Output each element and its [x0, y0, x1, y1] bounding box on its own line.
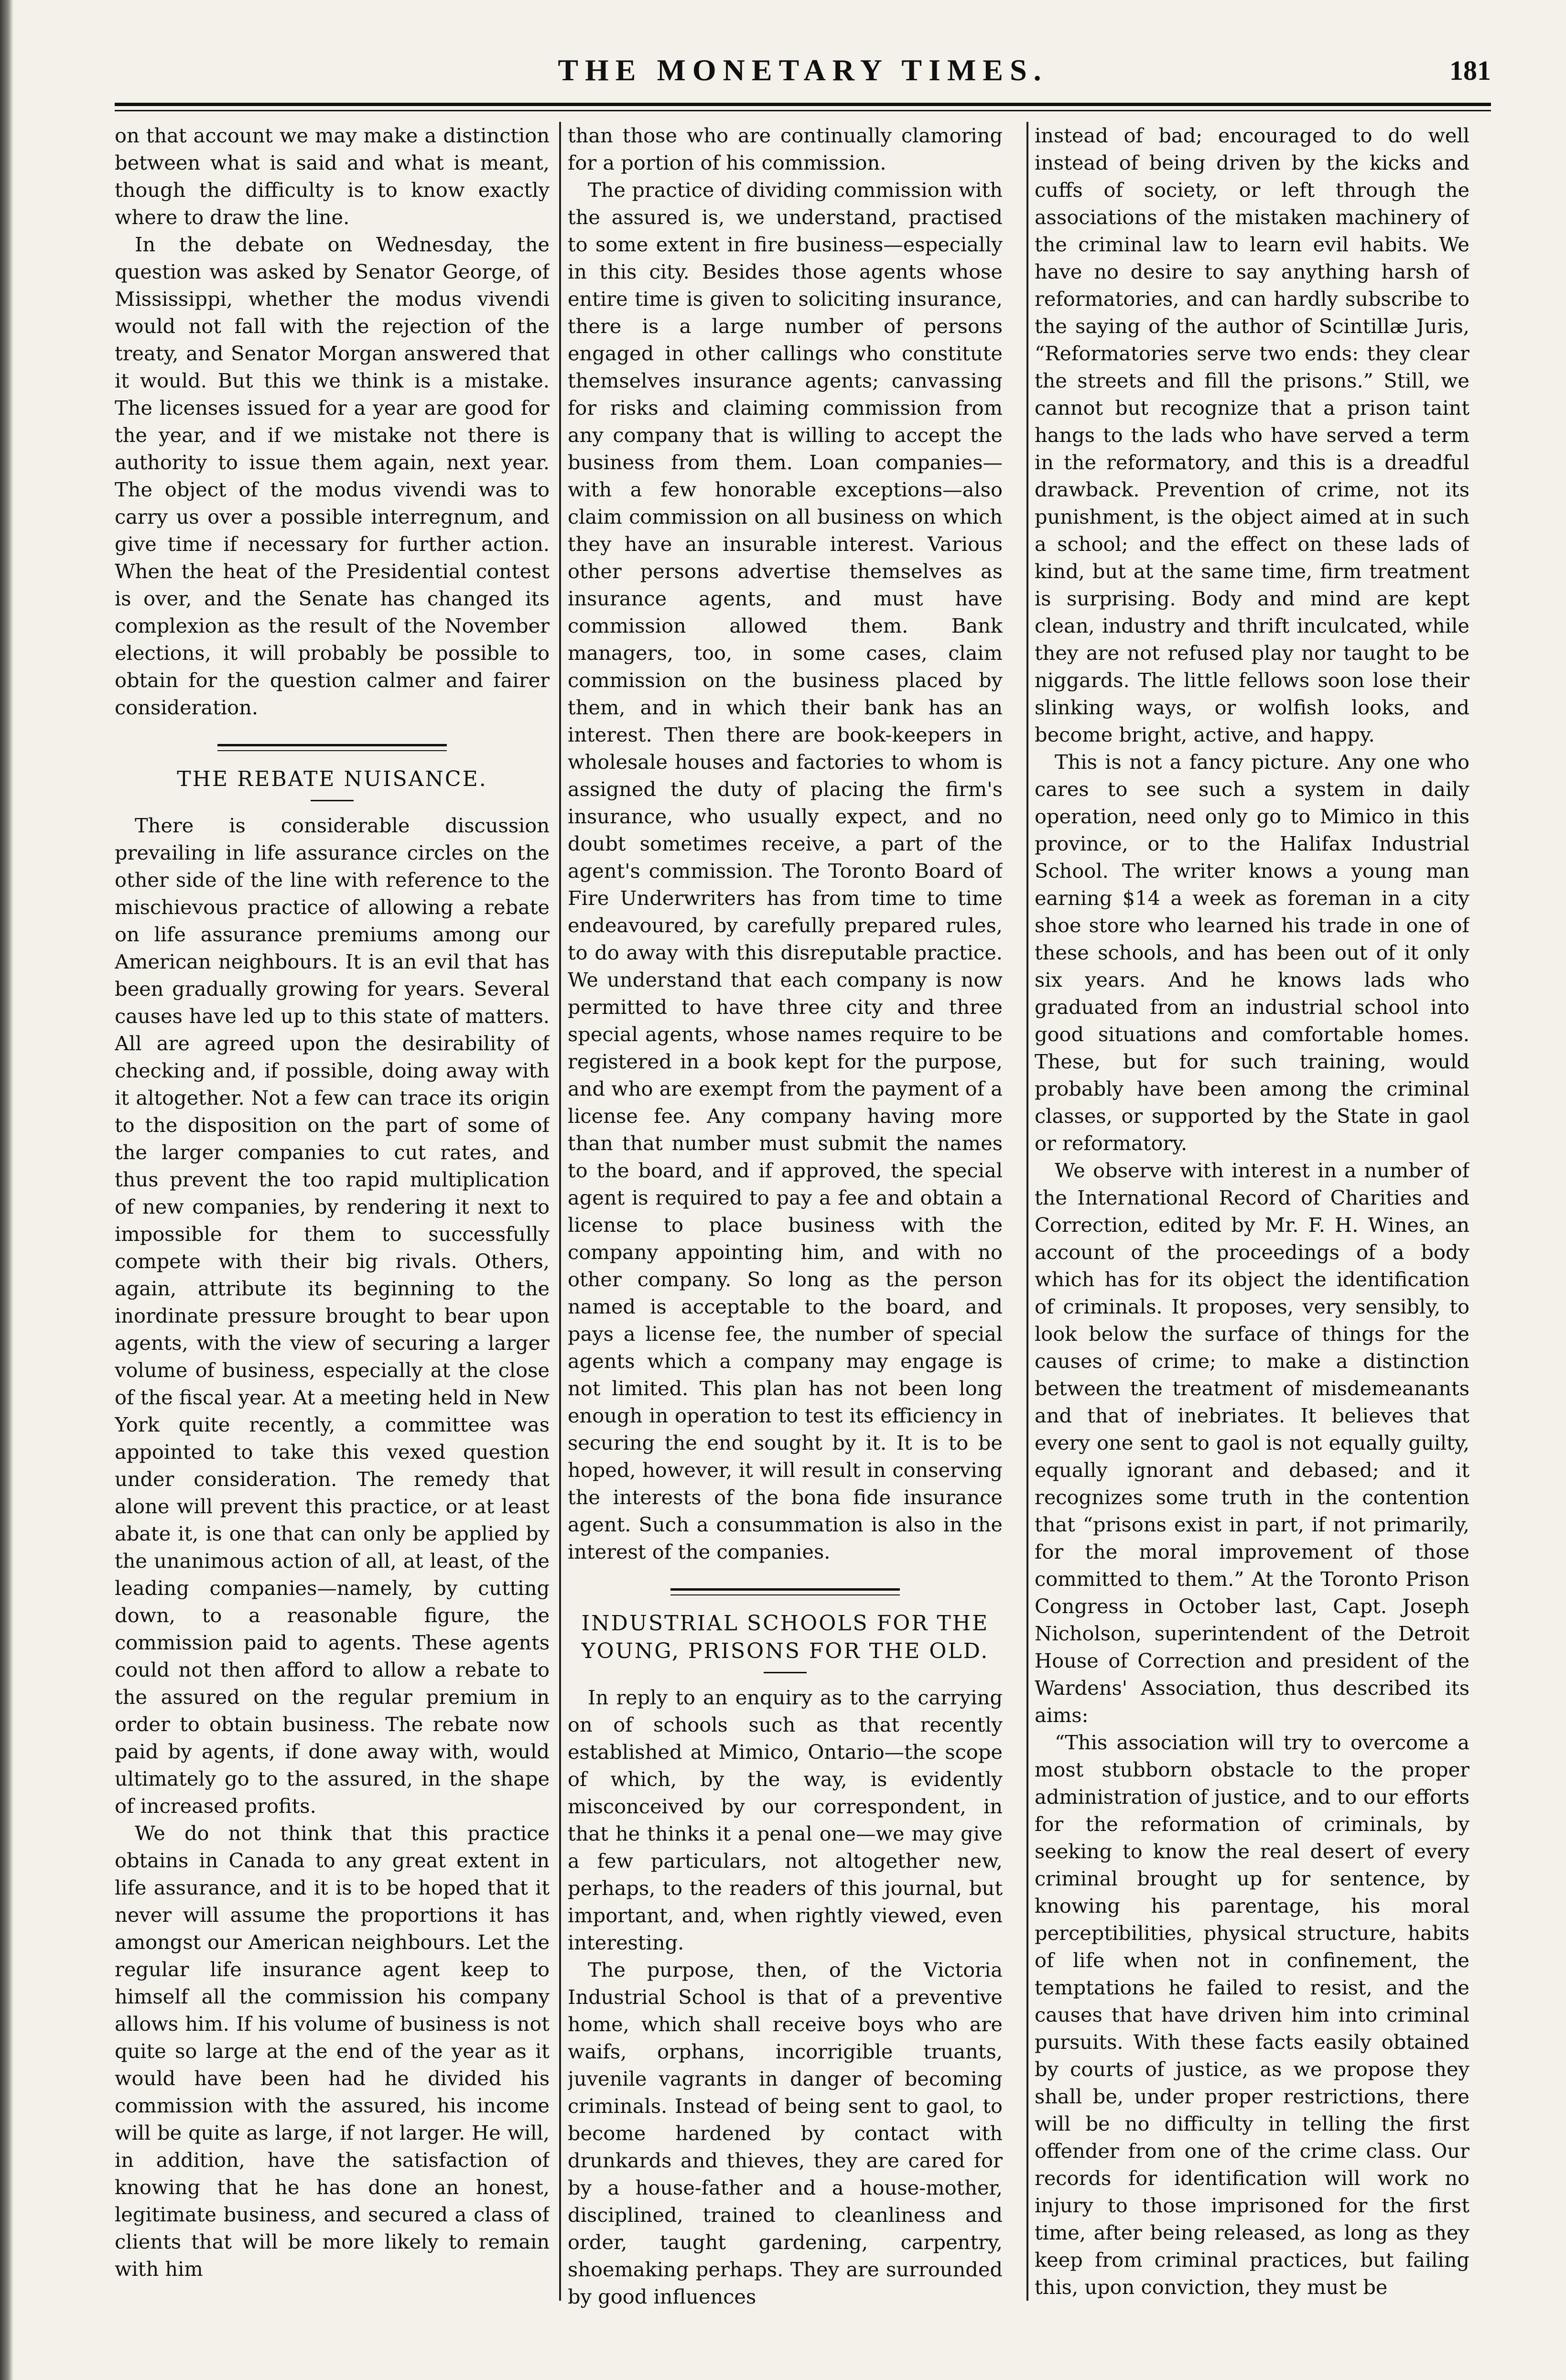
article-paragraph: In reply to an enquiry as to the carrying on of schools such as that recently established at Mimico, Ontario—the scope of which, by the way, is evidently misconceived by our correspondent, in that he thinks it a penal one—we may give a few particulars, not altogether new, perhaps, to the readers of this journal, but important, and, when rightly viewed, even interesting.	[568, 1686, 1003, 1954]
header-rule-thick	[115, 103, 1491, 106]
page-number: 181	[1449, 55, 1491, 86]
column-divider-1	[559, 122, 561, 2301]
heading-underline	[764, 1672, 807, 1673]
section-separator	[217, 744, 447, 751]
article-paragraph: The practice of dividing commission with the assured is, we understand, practised to some extent in fire business—especially in this city. Besides those agents whose entire time is given to soliciting insurance, there is a large number of persons engaged in other callings who constitute themselves insurance agents; canvassing for risks and claiming commission from any company that is willing to accept the business from them. Loan companies—with a few honorable exceptions—also claim commission on all business on which they have an insurable interest. Various other persons advertise themselves as insurance agents, and must have commission allowed them. Bank managers, too, in some cases, claim commission on the business placed by them, and in which their bank has an interest. Then there are book-keepers in wholesale houses and factories to whom is assigned the duty of placing the firm's insurance, who usually expect, and no doubt sometimes receive, a part of the agent's commission. The Toronto Board of Fire Underwriters has from time to time endeavoured, by carefully prepared rules, to do away with this disreputable practice. We understand that each company is now permitted to have three city and three special agents, whose names require to be registered in a book kept for the purpose, and who are exempt from the payment of a license fee. Any company having more than that number must submit the names to the board, and if approved, the special agent is required to pay a fee and obtain a license to place business with the company appointing him, and with no other company. So long as the person named is acceptable to the board, and pays a license fee, the number of special agents which a company may engage is not limited. This plan has not been long enough in operation to test its efficiency in securing the end sought by it. It is to be hoped, however, it will result in conserving the interests of the bona fide insurance agent. Such a consummation is also in the interest of the companies.	[568, 178, 1003, 1563]
article-paragraph: The purpose, then, of the Victoria Industrial School is that of a preventive home, which shall receive boys who are waifs, orphans, incorrigible truants, juvenile vagrants in danger of becoming criminals. Instead of being sent to gaol, to become hardened by contact with drunkards and thieves, they are cared for by a house-father and a house-mother, disciplined, trained to cleanliness and order, taught gardening, carpentry, shoemaking perhaps. They are surrounded by good influences	[568, 1958, 1003, 2308]
article-paragraph: In the debate on Wednesday, the question was asked by Senator George, of Mississippi, whether the modus vivendi would not fall with the rejection of the treaty, and Senator Morgan answered that it would. But this we think is a mistake. The licenses issued for a year are good for the year, and if we mistake not there is authority to issue them again, next year. The object of the modus vivendi was to carry us over a possible interregnum, and give time if necessary for further action. When the heat of the Presidential contest is over, and the Senate has changed its complexion as the result of the November elections, it will probably be possible to obtain for the question calmer and fairer consideration.	[115, 233, 550, 719]
heading-underline	[311, 800, 354, 801]
masthead-title: THE MONETARY TIMES.	[558, 53, 1048, 87]
article-paragraph: We do not think that this practice obtains in Canada to any great extent in life assurance, and it is to be hoped that it never will assume the proportions it has amongst our American neighbours. Let the regular life insurance agent keep to himself all the commission his company allows him. If his volume of business is not quite so large at the end of the year as it would have been had he divided his commission with the assured, his income will be quite as large, if not larger. He will, in addition, have the satisfaction of knowing that he has done an honest, legitimate business, and secured a class of clients that will be more likely to remain with him	[115, 1821, 550, 2281]
article-paragraph: We observe with interest in a number of the International Record of Charities and Correction, edited by Mr. F. H. Wines, an account of the proceedings of a body which has for its object the identification of criminals. It proposes, very sensibly, to look below the surface of things for the causes of crime; to make a distinction between the treatment of misdemeanants and that of inebriates. It believes that every one sent to gaol is not equally guilty, equally ignorant and debased; and it recognizes some truth in the contention that “prisons exist in part, if not primarily, for the moral improvement of those committed to them.” At the Toronto Prison Congress in October last, Capt. Joseph Nicholson, superintendent of the Detroit House of Correction and president of the Wardens' Association, thus described its aims:	[1035, 1159, 1469, 1727]
article-paragraph: instead of bad; encouraged to do well instead of being driven by the kicks and cuffs of society, or left through the associations of the mistaken machinery of the criminal law to learn evil habits. We have no desire to say anything harsh of reformatories, and can hardly subscribe to the saying of the author of Scintillæ Juris, “Reformatories serve two ends: they clear the streets and fill the prisons.” Still, we cannot but recognize that a prison taint hangs to the lads who have served a term in the reformatory, and this is a dreadful drawback. Prevention of crime, not its punishment, is the object aimed at in such a school; and the effect on these lads of kind, but at the same time, firm treatment is surprising. Body and mind are kept clean, industry and thrift inculcated, while they are not refused play nor taught to be niggards. The little fellows soon lose their slinking ways, or wolfish looks, and become bright, active, and happy.	[1035, 124, 1469, 746]
article-paragraph: “This association will try to overcome a most stubborn obstacle to the proper administration of justice, and to our efforts for the reformation of criminals, by seeking to know the real desert of every criminal brought up for sentence, by knowing his parentage, his moral perceptibilities, physical structure, habits of life when not in confinement, the temptations he failed to resist, and the causes that have driven him into criminal pursuits. With these facts easily obtained by courts of justice, as we propose they shall be, under proper restrictions, there will be no difficulty in telling the first offender from one of the crime class. Our records for identification will work no injury to those imprisoned for the first time, after being released, as long as they keep from criminal practices, but failing this, upon conviction, they must be	[1035, 1731, 1469, 2299]
column-2	[568, 122, 1003, 2320]
article-heading-schools-line1: INDUSTRIAL SCHOOLS FOR THE	[581, 1611, 989, 1636]
column-3	[1035, 122, 1469, 2320]
column-1	[115, 122, 550, 2320]
article-heading-schools-line2: YOUNG, PRISONS FOR THE OLD.	[581, 1639, 989, 1663]
header-rule-thin	[115, 110, 1491, 111]
page-header	[115, 53, 1491, 100]
page-edge-shadow	[0, 0, 13, 2380]
article-paragraph: There is considerable discussion prevailing in life assurance circles on the other side of the line with reference to the mischievous practice of allowing a rebate on life assurance premiums among our American neighbours. It is an evil that has been gradually growing for years. Several causes have led up to this state of matters. All are agreed upon the desirability of checking and, if possible, doing away with it altogether. Not a few can trace its origin to the disposition on the part of some of the larger companies to cut rates, and thus prevent the too rapid multiplication of new companies, by rendering it next to impossible for them to successfully compete with their big rivals. Others, again, attribute its beginning to the inordinate pressure brought to bear upon agents, with the view of securing a larger volume of business, especially at the close of the fiscal year. At a meeting held in New York quite recently, a committee was appointed to take this vexed question under consideration. The remedy that alone will prevent this practice, or at least abate it, is one that can only be applied by the unanimous action of all, at least, of the leading companies—namely, by cutting down, to a reasonable figure, the commission paid to agents. These agents could not then afford to allow a rebate to the assured on the regular premium in order to obtain business. The rebate now paid by agents, if done away with, would ultimately go to the assured, in the shape of increased profits.	[115, 814, 550, 1818]
article-paragraph: This is not a fancy picture. Any one who cares to see such a system in daily operation, need only go to Mimico in this province, or to the Halifax Industrial School. The writer knows a young man earning $14 a week as foreman in a city shoe store who learned his trade in one of these schools, and has been out of it only six years. And he knows lads who graduated from an industrial school into good situations and comfortable homes. These, but for such training, would probably have been among the criminal classes, or supported by the State in gaol or reformatory.	[1035, 750, 1469, 1155]
article-paragraph: on that account we may make a distinction between what is said and what is meant, though the difficulty is to know exactly where to draw the line.	[115, 124, 550, 229]
article-paragraph: than those who are continually clamoring for a portion of his commission.	[568, 124, 1003, 174]
article-heading-rebate: THE REBATE NUISANCE.	[177, 767, 487, 791]
column-divider-2	[1026, 122, 1028, 2301]
section-separator	[670, 1588, 900, 1595]
